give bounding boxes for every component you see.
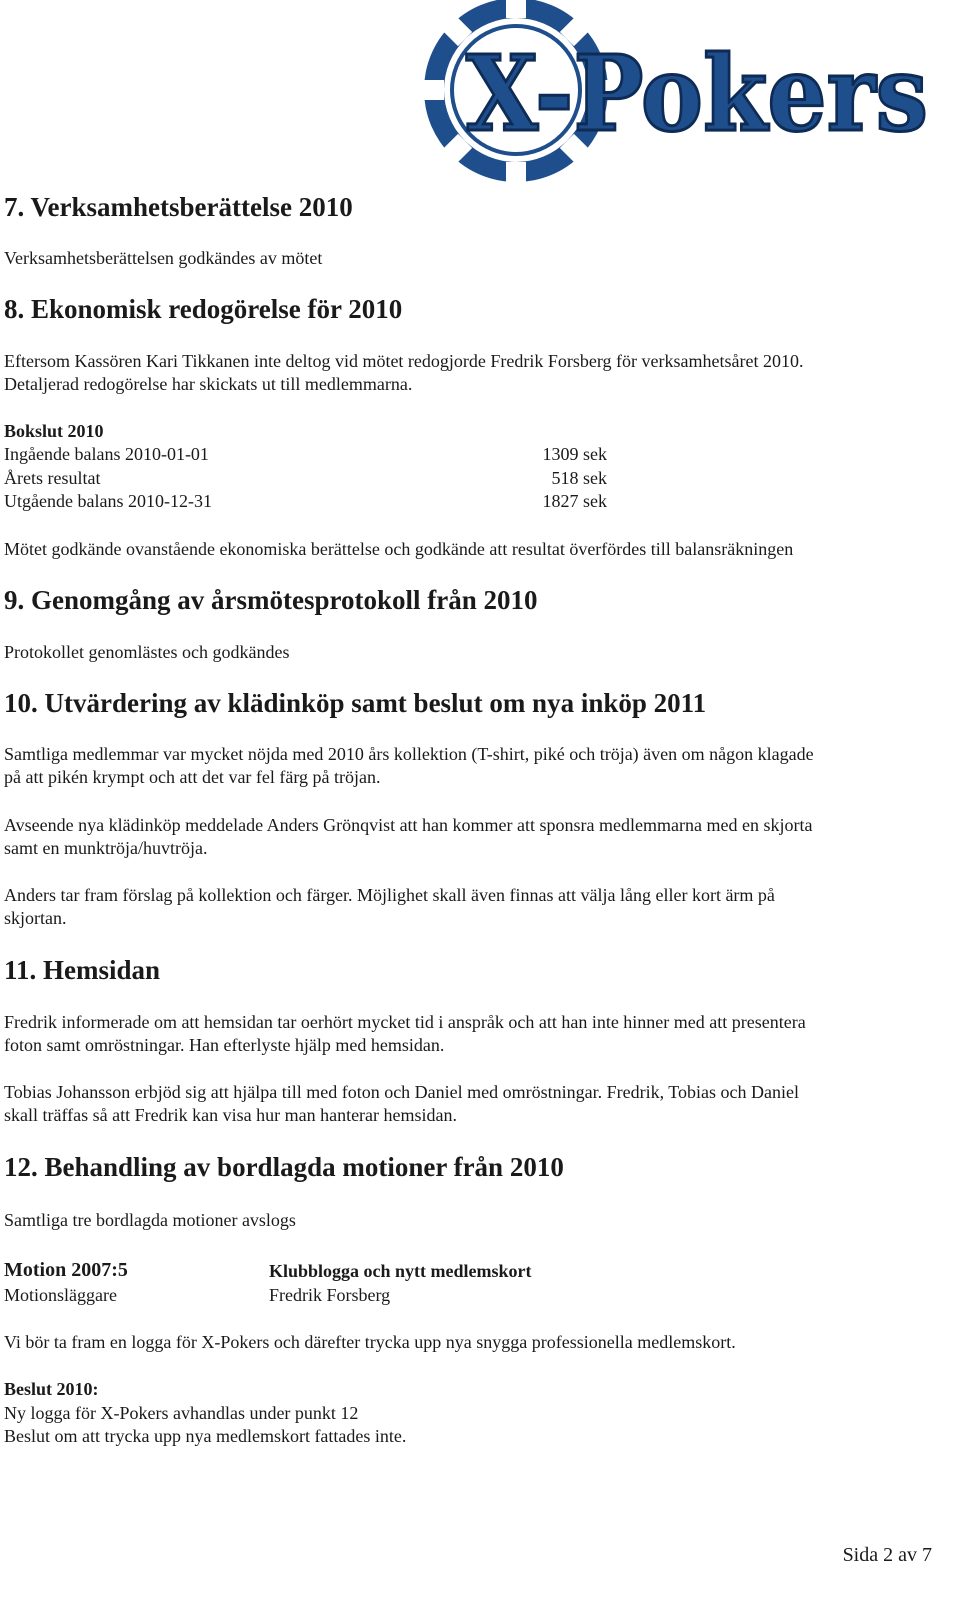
section-11-p2-line-2: skall träffas så att Fredrik kan visa hur man hanterar hemsidan. <box>4 1105 458 1125</box>
section-10-p2-line-1: Avseende nya klädinköp meddelade Anders Grönqvist att han kommer att sponsra medlemmarna med en skjorta <box>4 815 813 835</box>
section-7-text: Verksamhetsberättelsen godkändes av mötet <box>4 248 323 268</box>
submitter-name: Fredrik Forsberg <box>269 1285 391 1305</box>
decision-line-1: Ny logga för X-Pokers avhandlas under punkt 12 <box>4 1403 359 1423</box>
section-10-p1-line-2: på att pikén krympt och att det var fel färg på tröjan. <box>4 767 381 787</box>
section-10-p3-line-1: Anders tar fram förslag på kollektion och färger. Möjlighet skall även finnas att välja lång eller kort ärm på <box>4 885 775 905</box>
section-10-p2-line-2: samt en munktröja/huvtröja. <box>4 838 208 858</box>
section-11-p2-line-1: Tobias Johansson erbjöd sig att hjälpa till med foton och Daniel med omröstningar. Fredrik, Tobias och Daniel <box>4 1082 800 1102</box>
bokslut-row-label: Ingående balans 2010-01-01 <box>4 444 209 464</box>
bokslut-row-label: Utgående balans 2010-12-31 <box>4 491 212 511</box>
section-9-heading: 9. Genomgång av årsmötesprotokoll från 2010 <box>4 585 538 615</box>
bokslut-title: Bokslut 2010 <box>4 421 104 441</box>
section-10-p1-line-1: Samtliga medlemmar var mycket nöjda med 2010 års kollektion (T-shirt, piké och tröja) även om någon klagade <box>4 744 814 764</box>
page-number: Sida 2 av 7 <box>842 1544 932 1566</box>
section-8-heading: 8. Ekonomisk redogörelse för 2010 <box>4 294 403 324</box>
motion-text: Vi bör ta fram en logga för X-Pokers och därefter trycka upp nya snygga professionella medlemskort. <box>4 1332 736 1352</box>
motion-title: Klubblogga och nytt medlemskort <box>269 1261 532 1281</box>
decision-line-2: Beslut om att trycka upp nya medlemskort fattades inte. <box>4 1426 407 1446</box>
decision-title: Beslut 2010: <box>4 1379 99 1399</box>
section-7-heading: 7. Verksamhetsberättelse 2010 <box>4 192 353 222</box>
bokslut-row-value: 1827 sek <box>542 491 607 511</box>
section-10-p3-line-2: skjortan. <box>4 908 67 928</box>
bokslut-row-label: Årets resultat <box>4 468 101 488</box>
section-12-text: Samtliga tre bordlagda motioner avslogs <box>4 1210 296 1230</box>
section-12-heading: 12. Behandling av bordlagda motioner från 2010 <box>4 1152 564 1182</box>
section-9-text: Protokollet genomlästes och godkändes <box>4 642 290 662</box>
section-8-line-1: Eftersom Kassören Kari Tikkanen inte deltog vid mötet redogjorde Fredrik Forsberg för verksamhetsåret 2010. <box>4 351 804 371</box>
section-8-line-2: Detaljerad redogörelse har skickats ut till medlemmarna. <box>4 374 413 394</box>
logo-text: X-Pokers <box>466 32 928 155</box>
motion-label: Motion 2007:5 <box>4 1259 128 1281</box>
section-11-p1-line-1: Fredrik informerade om att hemsidan tar oerhört mycket tid i anspråk och att han inte hinner med att presentera <box>4 1012 806 1032</box>
section-8-approval: Mötet godkände ovanstående ekonomiska berättelse och godkände att resultat överfördes till balansräkningen <box>4 539 794 559</box>
section-11-p1-line-2: foton samt omröstningar. Han efterlyste hjälp med hemsidan. <box>4 1035 445 1055</box>
x-pokers-logo <box>418 0 938 195</box>
section-11-heading: 11. Hemsidan <box>4 955 161 985</box>
submitter-label: Motionsläggare <box>4 1285 117 1305</box>
bokslut-row-value: 1309 sek <box>542 444 607 464</box>
section-10-heading: 10. Utvärdering av klädinköp samt beslut om nya inköp 2011 <box>4 688 707 718</box>
bokslut-row-value: 518 sek <box>551 468 607 488</box>
